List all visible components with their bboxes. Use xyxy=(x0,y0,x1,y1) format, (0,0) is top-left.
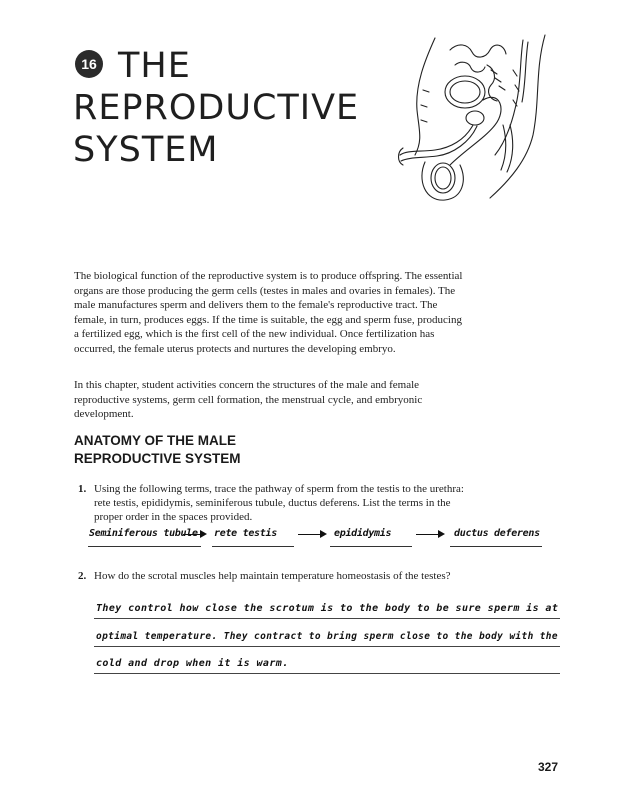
chapter-number-badge: 16 xyxy=(75,50,103,78)
question-2-text: How do the scrotal muscles help maintain temperature homeostasis of the testes? xyxy=(94,570,451,582)
sequence-answer-4: ductus deferens xyxy=(454,528,540,539)
question-1-number: 1. xyxy=(78,483,87,495)
section-heading xyxy=(74,432,394,468)
intro-paragraph-1: The biological function of the reproductive system is to produce offspring. The essential organs are those producing the germ cells (testes in males and ovaries in females). The male manufactures sperm and delivers them to the female's reproductive tract. The female, in turn, produces eggs. If the time is suitable, the egg and sperm fuse, producing a fertilized egg, which is the first cell of the new individual. Once fertilization has occurred, the female uterus protects and nurtures the developing embryo. xyxy=(74,270,463,355)
chapter-title-line-3: SYSTEM xyxy=(73,130,219,170)
sequence-answer-1: Seminiferous tubule xyxy=(89,528,198,539)
page-number: 327 xyxy=(538,760,559,774)
section-heading-line-2: REPRODUCTIVE SYSTEM xyxy=(74,451,241,466)
arrow-icon xyxy=(416,534,443,535)
question-2-number: 2. xyxy=(78,570,87,582)
arrow-icon xyxy=(183,534,205,535)
chapter-title-line-2: REPRODUCTIVE xyxy=(73,88,360,128)
male-reproductive-anatomy-icon xyxy=(395,30,555,205)
answer-text-3: cold and drop when it is warm. xyxy=(96,658,289,669)
answer-text-2: optimal temperature. They contract to bring sperm close to the body with the xyxy=(96,631,558,642)
arrow-icon xyxy=(298,534,325,535)
question-1-text: Using the following terms, trace the pathway of sperm from the testis to the urethra: rete testis, epididymis, seminiferous tubule, ductus deferens. List the terms in the proper order in the spaces provided. xyxy=(94,483,464,523)
chapter-title-line-1: THE xyxy=(118,46,191,86)
answer-text-1: They control how close the scrotum is to the body to be sure sperm is at xyxy=(96,603,559,614)
intro-paragraph-2: In this chapter, student activities concern the structures of the male and female reproductive systems, germ cell formation, the menstrual cycle, and embryonic development. xyxy=(74,379,423,420)
section-heading-line-1: ANATOMY OF THE MALE xyxy=(74,433,236,448)
sequence-answer-3: epididymis xyxy=(334,528,392,539)
sequence-answer-2: rete testis xyxy=(214,528,277,539)
